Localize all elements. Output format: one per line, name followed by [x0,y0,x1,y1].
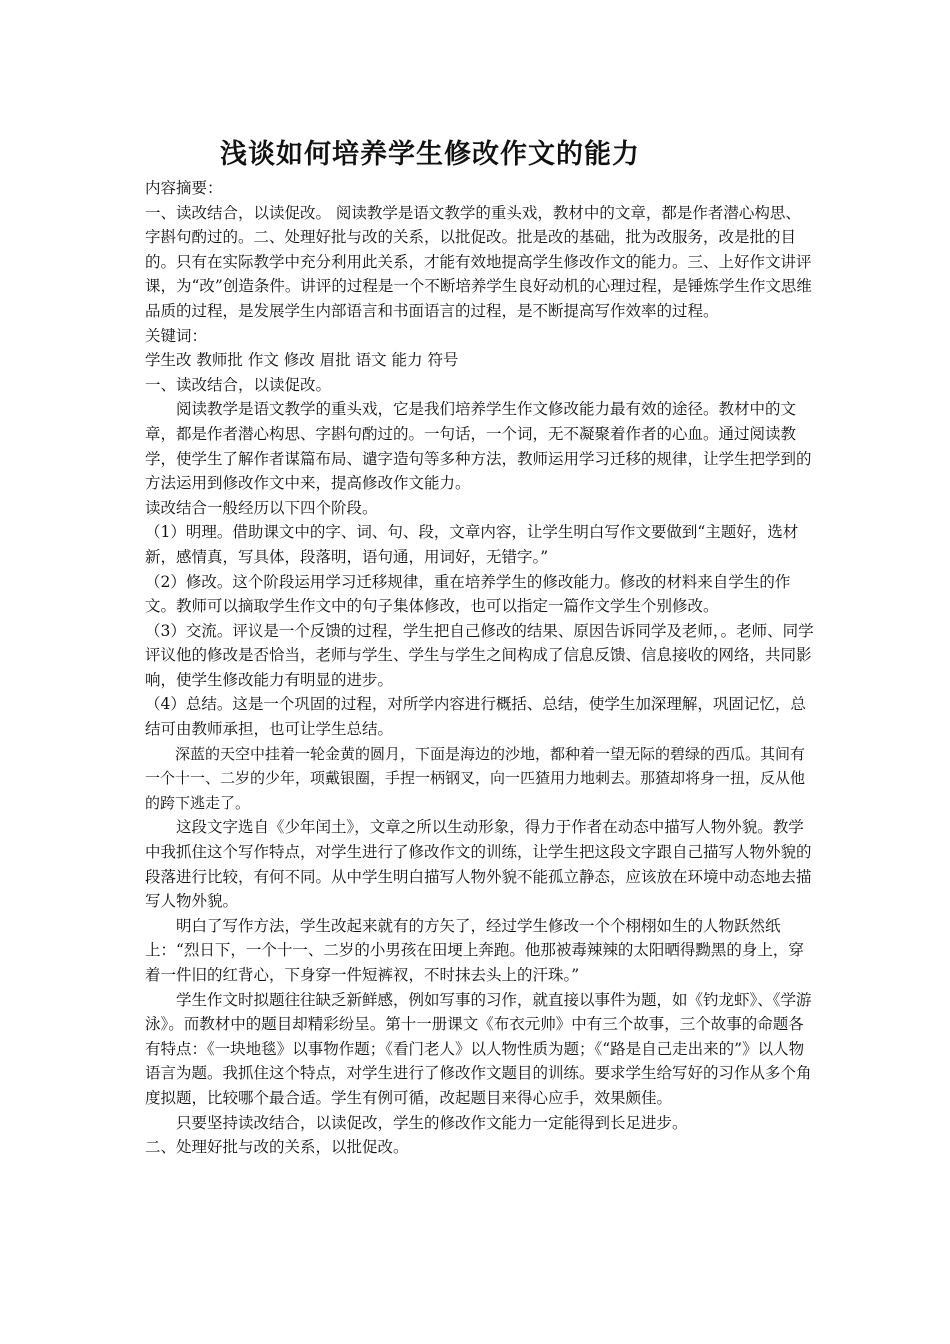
section-heading-1: 一、读改结合，以读促改。 [145,375,332,394]
paragraph: 明白了写作方法，学生改起来就有的方矢了，经过学生修改一个个栩栩如生的人物跃然纸上：“烈日下，一个十一、二岁的小男孩在田埂上奔跑。他那被毒辣辣的太阳晒得黝黑的身上，穿着一件旧的红背心，下身穿一件短裤衩，不时抹去头上的汗珠。” [145,916,804,984]
keywords-label: 关键词： [145,326,208,345]
step-item: （3）交流。评议是一个反馈的过程，学生把自己修改的结果、原因告诉同学及老师，。老师、同学评议他的修改是否恰当，老师与学生、学生与学生之间构成了信息反馈、信息接收的网络，共同影响，使学生修改能力有明显的进步。 [145,621,814,689]
abstract-label: 内容摘要： [145,179,223,197]
doc-title: 浅谈如何培养学生修改作文的能力 [220,139,640,170]
paragraph: 这段文字选自《少年闰土》，文章之所以生动形象，得力于作者在动态中描写人物外貌。教学中我抓住这个写作特点，对学生进行了修改作文的训练，让学生把这段文字跟自己描写人物外貌的段落进行比较，有何不同。从中学生明白描写人物外貌不能孤立静态，应该放在环境中动态地去描写人物外貌。 [145,818,812,911]
step-item: （1）明理。借助课文中的字、词、句、段，文章内容，让学生明白写作文要做到“主题好，选材新，感情真，写具体，段落明，语句通，用词好，无错字。” [145,523,799,566]
step-item: （2）修改。这个阶段运用学习迁移规律，重在培养学生的修改能力。修改的材料来自学生的作文。教师可以摘取学生作文中的句子集体修改，也可以指定一篇作文学生个别修改。 [145,572,791,616]
paragraph: 学生作文时拟题往往缺乏新鲜感，例如写事的习作，就直接以事件为题，如《钓龙虾》、《学游泳》。而教材中的题目却精彩纷呈。第十一册课文《布衣元帅》中有三个故事，三个故事的命题各有特点：《一块地毯》以事物作题；《看门老人》以人物性质为题；《“路是自己走出来的”》以人物语言为题。我抓住这个特点，对学生进行了修改作文题目的训练。要求学生给写好的习作从多个角度拟题，比较哪个最合适。学生有例可循，改起题目来得心应手，效果颇佳。 [145,990,812,1107]
paragraph: 只要坚持读改结合，以读促改，学生的修改作文能力一定能得到长足进步。 [176,1113,688,1132]
section-heading-2: 二、处理好批与改的关系，以批促改。 [145,1138,409,1157]
quoted-passage: 深蓝的天空中挂着一轮金黄的圆月，下面是海边的沙地，都种着一望无际的碧绿的西瓜。其间有一个十一、二岁的少年，项戴银圈，手捏一柄钢叉，向一匹猹用力地刺去。那猹却将身一扭，反从他的跨下逃走了。 [145,744,806,812]
doc-body [145,176,815,1160]
abstract-text: 一、读改结合，以读促改。 阅读教学是语文教学的重头戏，教材中的文章，都是作者潜心构思、字斟句酌过的。二、处理好批与改的关系，以批促改。批是改的基础，批为改服务，改是批的目的。只有在实际教学中充分利用此关系，才能有效地提高学生修改作文的能力。三、上好作文讲评课，为“改”创造条件。讲评的过程是一个不断培养学生良好动机的心理过程，是锤炼学生作文思维品质的过程，是发展学生内部语言和书面语言的过程，是不断提高写作效率的过程。 [145,203,812,320]
paragraph: 读改结合一般经历以下四个阶段。 [145,498,378,517]
keywords-text: 学生改 教师批 作文 修改 眉批 语文 能力 符号 [145,351,459,370]
paragraph: 阅读教学是语文教学的重头戏，它是我们培养学生作文修改能力最有效的途径。教材中的文章，都是作者潜心构思、字斟句酌过的。一句话，一个词，无不凝聚着作者的心血。通过阅读教学，使学生了解作者谋篇布局、谴字造句等多种方法，教师运用学习迁移的规律，让学生把学到的方法运用到修改作文中来，提高修改作文能力。 [145,400,812,493]
step-item: （4）总结。这是一个巩固的过程，对所学内容进行概括、总结，使学生加深理解，巩固记忆，总结可由教师承担，也可让学生总结。 [145,695,806,739]
